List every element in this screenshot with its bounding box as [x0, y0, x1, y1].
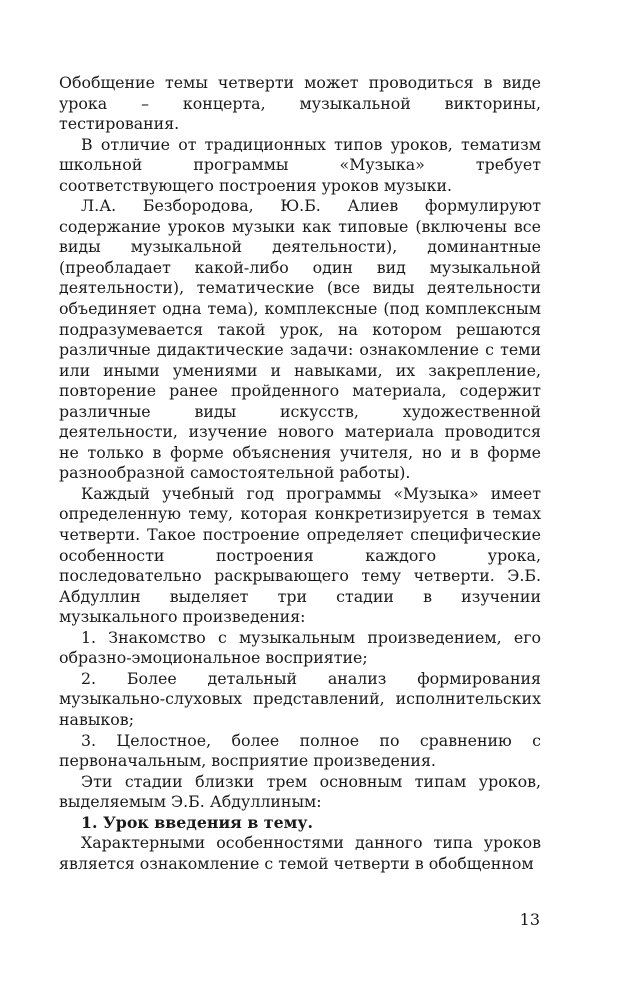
list-item-stage-3: 3. Целостное, более полное по сравнению с первоначальным, восприятие произведения.: [59, 730, 541, 771]
page-number: 13: [519, 910, 540, 929]
paragraph-quarter-summary: Обобщение темы четверти может проводиться в виде урока – концерта, музыкальной викторины, тестирования.: [59, 73, 541, 134]
list-item-stage-1: 1. Знакомство с музыкальным произведением, его образно-эмоциональное восприятие;: [59, 627, 541, 668]
paragraph-thematism: В отличие от традиционных типов уроков, тематизм школьной программы «Музыка» требует соответствующего построения уроков музыки.: [59, 134, 541, 195]
paragraph-program-theme: Каждый учебный год программы «Музыка» имеет определенную тему, которая конкретизируется в темах четверти. Такое построение определяет специфические особенности построения каждого урока, последовательно раскрывающего тему четверти. Э.Б. Абдуллин выделяет три стадии в изучении музыкального произведения:: [59, 483, 541, 627]
paragraph-stages-intro: Эти стадии близки трем основным типам уроков, выделяемым Э.Б. Абдуллиным:: [59, 771, 541, 812]
page-text: [59, 73, 541, 874]
list-item-stage-2: 2. Более детальный анализ формирования музыкально-слуховых представлений, исполнительских навыков;: [59, 668, 541, 729]
paragraph-lesson-types: Л.А. Безбородова, Ю.Б. Алиев формулируют содержание уроков музыки как типовые (включены все виды музыкальной деятельности), доминантные (преобладает какой-либо один вид музыкальной деятельности), тематические (все виды деятельности объединяет одна тема), комплексные (под комплексным подразумевается такой урок, на котором решаются различные дидактические задачи: ознакомление с теми или иными умениями и навыками, их закрепление, повторение ранее пройденного материала, содержит различные виды искусств, художественной деятельности, изучение нового материала проводится не только в форме объяснения учителя, но и в форме разнообразной самостоятельной работы).: [59, 196, 541, 483]
paragraph-intro-lesson-features: Характерными особенностями данного типа уроков является ознакомление с темой четверти в обобщенном: [59, 833, 541, 873]
section-heading-intro-lesson: 1. Урок введения в тему.: [81, 812, 313, 832]
